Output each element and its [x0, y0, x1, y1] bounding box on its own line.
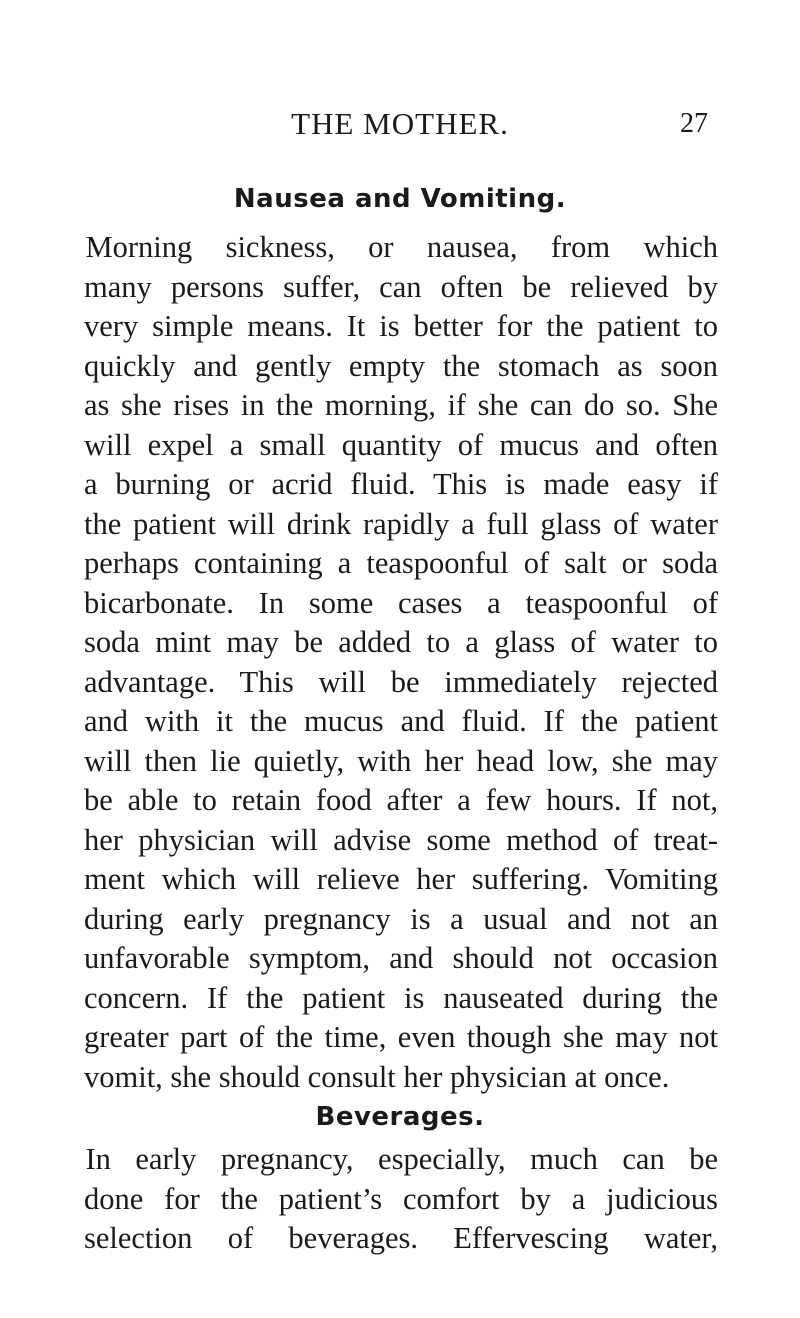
text-line: the patient will drink rapidly a full glass of water: [84, 506, 718, 541]
section-body-beverages: [84, 1140, 718, 1259]
text-line: very simple means. It is better for the patient to: [84, 309, 718, 343]
text-line: greater part of the time, even though she may not: [84, 1020, 718, 1054]
text-line: and with it the mucus and fluid. If the patient: [84, 704, 718, 738]
text-line: In early pregnancy, especially, much can be: [85, 1142, 718, 1176]
text-line: ment which will relieve her suffering. Vomiting: [84, 862, 718, 896]
section-heading-beverages: Beverages.: [315, 1102, 485, 1132]
text-line: unfavorable symptom, and should not occasion: [84, 941, 718, 975]
page-number: 27: [680, 108, 708, 139]
text-line: Morning sickness, or nausea, from which: [85, 230, 718, 264]
text-line: soda mint may be added to a glass of water to: [84, 625, 718, 659]
text-line: as she rises in the morning, if she can do so. She: [84, 388, 718, 422]
text-line: bicarbonate. In some cases a teaspoonful of: [84, 585, 718, 620]
running-header: [0, 100, 800, 148]
text-line: advantage. This will be immediately rejected: [84, 664, 718, 699]
text-line: will expel a small quantity of mucus and often: [84, 427, 718, 462]
text-line: quickly and gently empty the stomach as soon: [84, 348, 718, 383]
text-line: perhaps containing a teaspoonful of salt or soda: [84, 546, 718, 580]
text-line: during early pregnancy is a usual and not an: [84, 901, 718, 936]
text-line: done for the patient’s comfort by a judicious: [84, 1181, 718, 1216]
text-line: concern. If the patient is nauseated during the: [84, 980, 718, 1015]
running-title: THE MOTHER.: [291, 106, 509, 141]
text-line: a burning or acrid fluid. This is made easy if: [84, 467, 718, 501]
text-line: selection of beverages. Effervescing water,: [84, 1221, 718, 1255]
text-line: be able to retain food after a few hours. If not,: [84, 783, 718, 817]
text-line: her physician will advise some method of treat-: [84, 822, 718, 857]
section-body-nausea: [84, 228, 718, 1097]
text-line: many persons suffer, can often be relieved by: [84, 269, 718, 304]
text-line: vomit, she should consult her physician at once.: [84, 1059, 670, 1094]
section-heading-nausea: Nausea and Vomiting.: [233, 184, 567, 214]
text-line: will then lie quietly, with her head low, she may: [84, 743, 718, 778]
